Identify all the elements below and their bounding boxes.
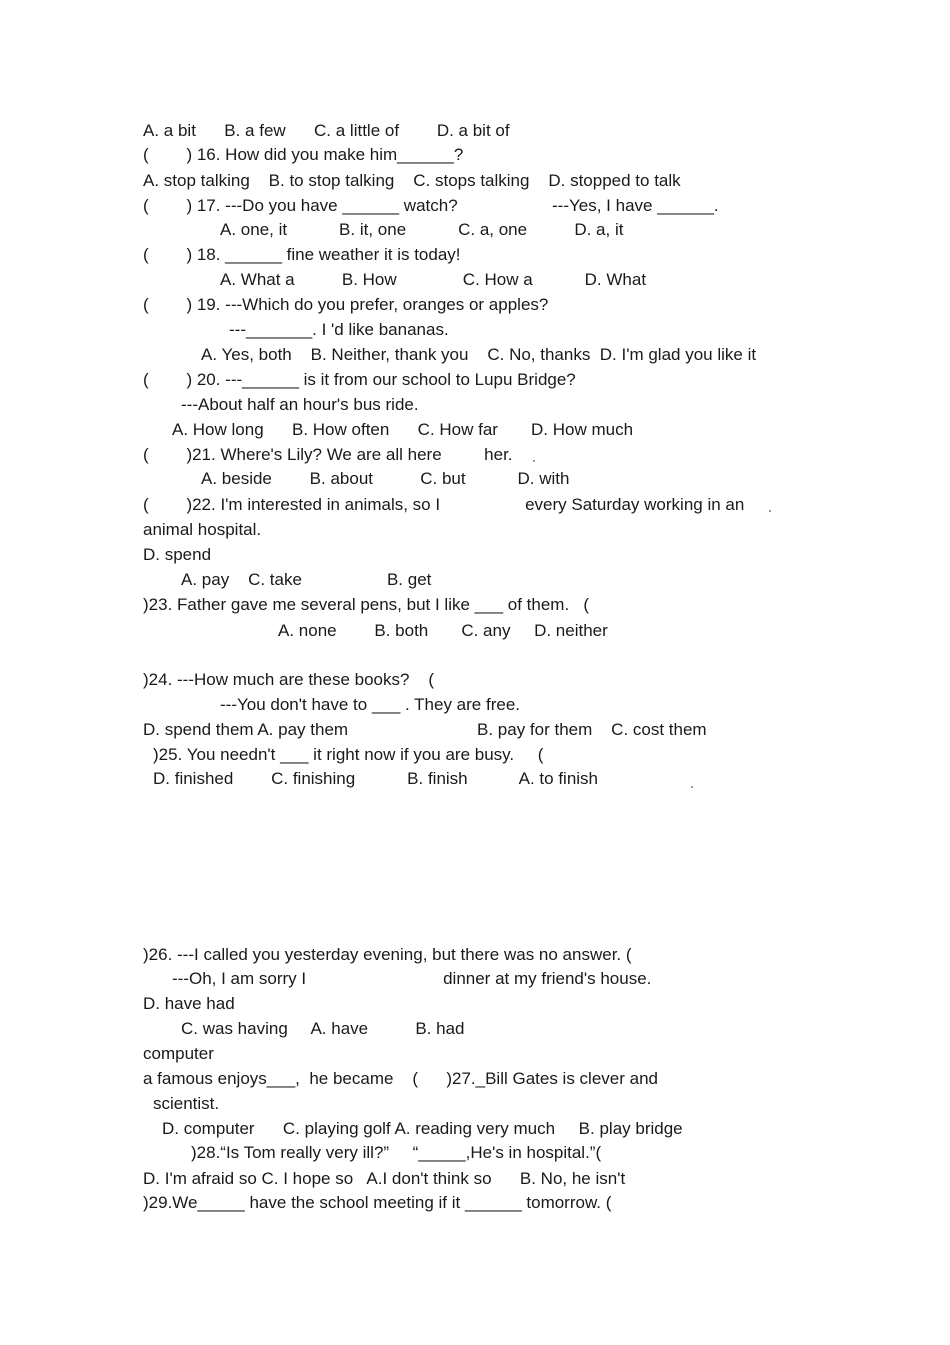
- stray-mark: [769, 510, 771, 512]
- question-17-reply: ---Yes, I have ______.: [552, 196, 719, 215]
- question-22: ( )22. I'm interested in animals, so I every Saturday working in an: [143, 495, 745, 514]
- options-q27: D. computer C. playing golf A. reading very much B. play bridge: [162, 1119, 683, 1138]
- question-16: ( ) 16. How did you make him______?: [143, 145, 464, 164]
- question-26-reply: ---Oh, I am sorry I dinner at my friend's house.: [172, 969, 652, 988]
- question-17: ( ) 17. ---Do you have ______ watch?: [143, 196, 458, 215]
- options-q26: C. was having A. have B. had: [181, 1019, 465, 1038]
- options-q24-left: D. spend them A. pay them: [143, 720, 349, 739]
- question-27-cont: scientist.: [153, 1094, 220, 1113]
- question-20: ( ) 20. ---______ is it from our school to Lupu Bridge?: [143, 370, 576, 389]
- question-28: )28.“Is Tom really very ill?” “_____,He's in hospital.”(: [191, 1143, 602, 1162]
- options-q22: A. pay C. take B. get: [181, 570, 432, 589]
- stray-mark: [533, 460, 535, 462]
- options-q18: A. What a B. How C. How a D. What: [220, 270, 647, 289]
- question-20-reply: ---About half an hour's bus ride.: [181, 395, 419, 414]
- question-27: a famous enjoys___, he became ( )27._Bill Gates is clever and: [143, 1069, 658, 1088]
- options-q20: A. How long B. How often C. How far D. How much: [172, 420, 634, 439]
- question-18: ( ) 18. ______ fine weather it is today!: [143, 245, 461, 264]
- question-23: )23. Father gave me several pens, but I like ___ of them. (: [143, 595, 590, 614]
- question-22-cont: animal hospital.: [143, 520, 262, 539]
- options-q19: A. Yes, both B. Neither, thank you C. No, thanks D. I'm glad you like it: [201, 345, 757, 364]
- options-q22-d: D. spend: [143, 545, 212, 564]
- options-q17: A. one, it B. it, one C. a, one D. a, it: [220, 220, 624, 239]
- question-27-fragment: computer: [143, 1044, 214, 1063]
- question-24-reply: ---You don't have to ___ . They are free.: [220, 695, 520, 714]
- options-q24-right: B. pay for them C. cost them: [477, 720, 707, 739]
- options-q21: A. beside B. about C. but D. with: [201, 469, 570, 488]
- options-q23: A. none B. both C. any D. neither: [278, 621, 608, 640]
- question-19-reply: ---_______. I 'd like bananas.: [229, 320, 449, 339]
- options-q25: D. finished C. finishing B. finish A. to finish: [153, 769, 599, 788]
- options-q28: D. I'm afraid so C. I hope so A.I don't think so B. No, he isn't: [143, 1169, 626, 1188]
- question-25: )25. You needn't ___ it right now if you are busy. (: [153, 745, 544, 764]
- question-24: )24. ---How much are these books? (: [143, 670, 435, 689]
- question-21: ( )21. Where's Lily? We are all here her.: [143, 445, 513, 464]
- question-26: )26. ---I called you yesterday evening, but there was no answer. (: [143, 945, 632, 964]
- question-19: ( ) 19. ---Which do you prefer, oranges or apples?: [143, 295, 549, 314]
- question-29: )29.We_____ have the school meeting if it ______ tomorrow. (: [143, 1193, 612, 1212]
- options-q15: A. a bit B. a few C. a little of D. a bit of: [143, 121, 510, 140]
- options-q26-d: D. have had: [143, 994, 235, 1013]
- stray-mark: [691, 786, 693, 788]
- options-q16: A. stop talking B. to stop talking C. stops talking D. stopped to talk: [143, 171, 681, 190]
